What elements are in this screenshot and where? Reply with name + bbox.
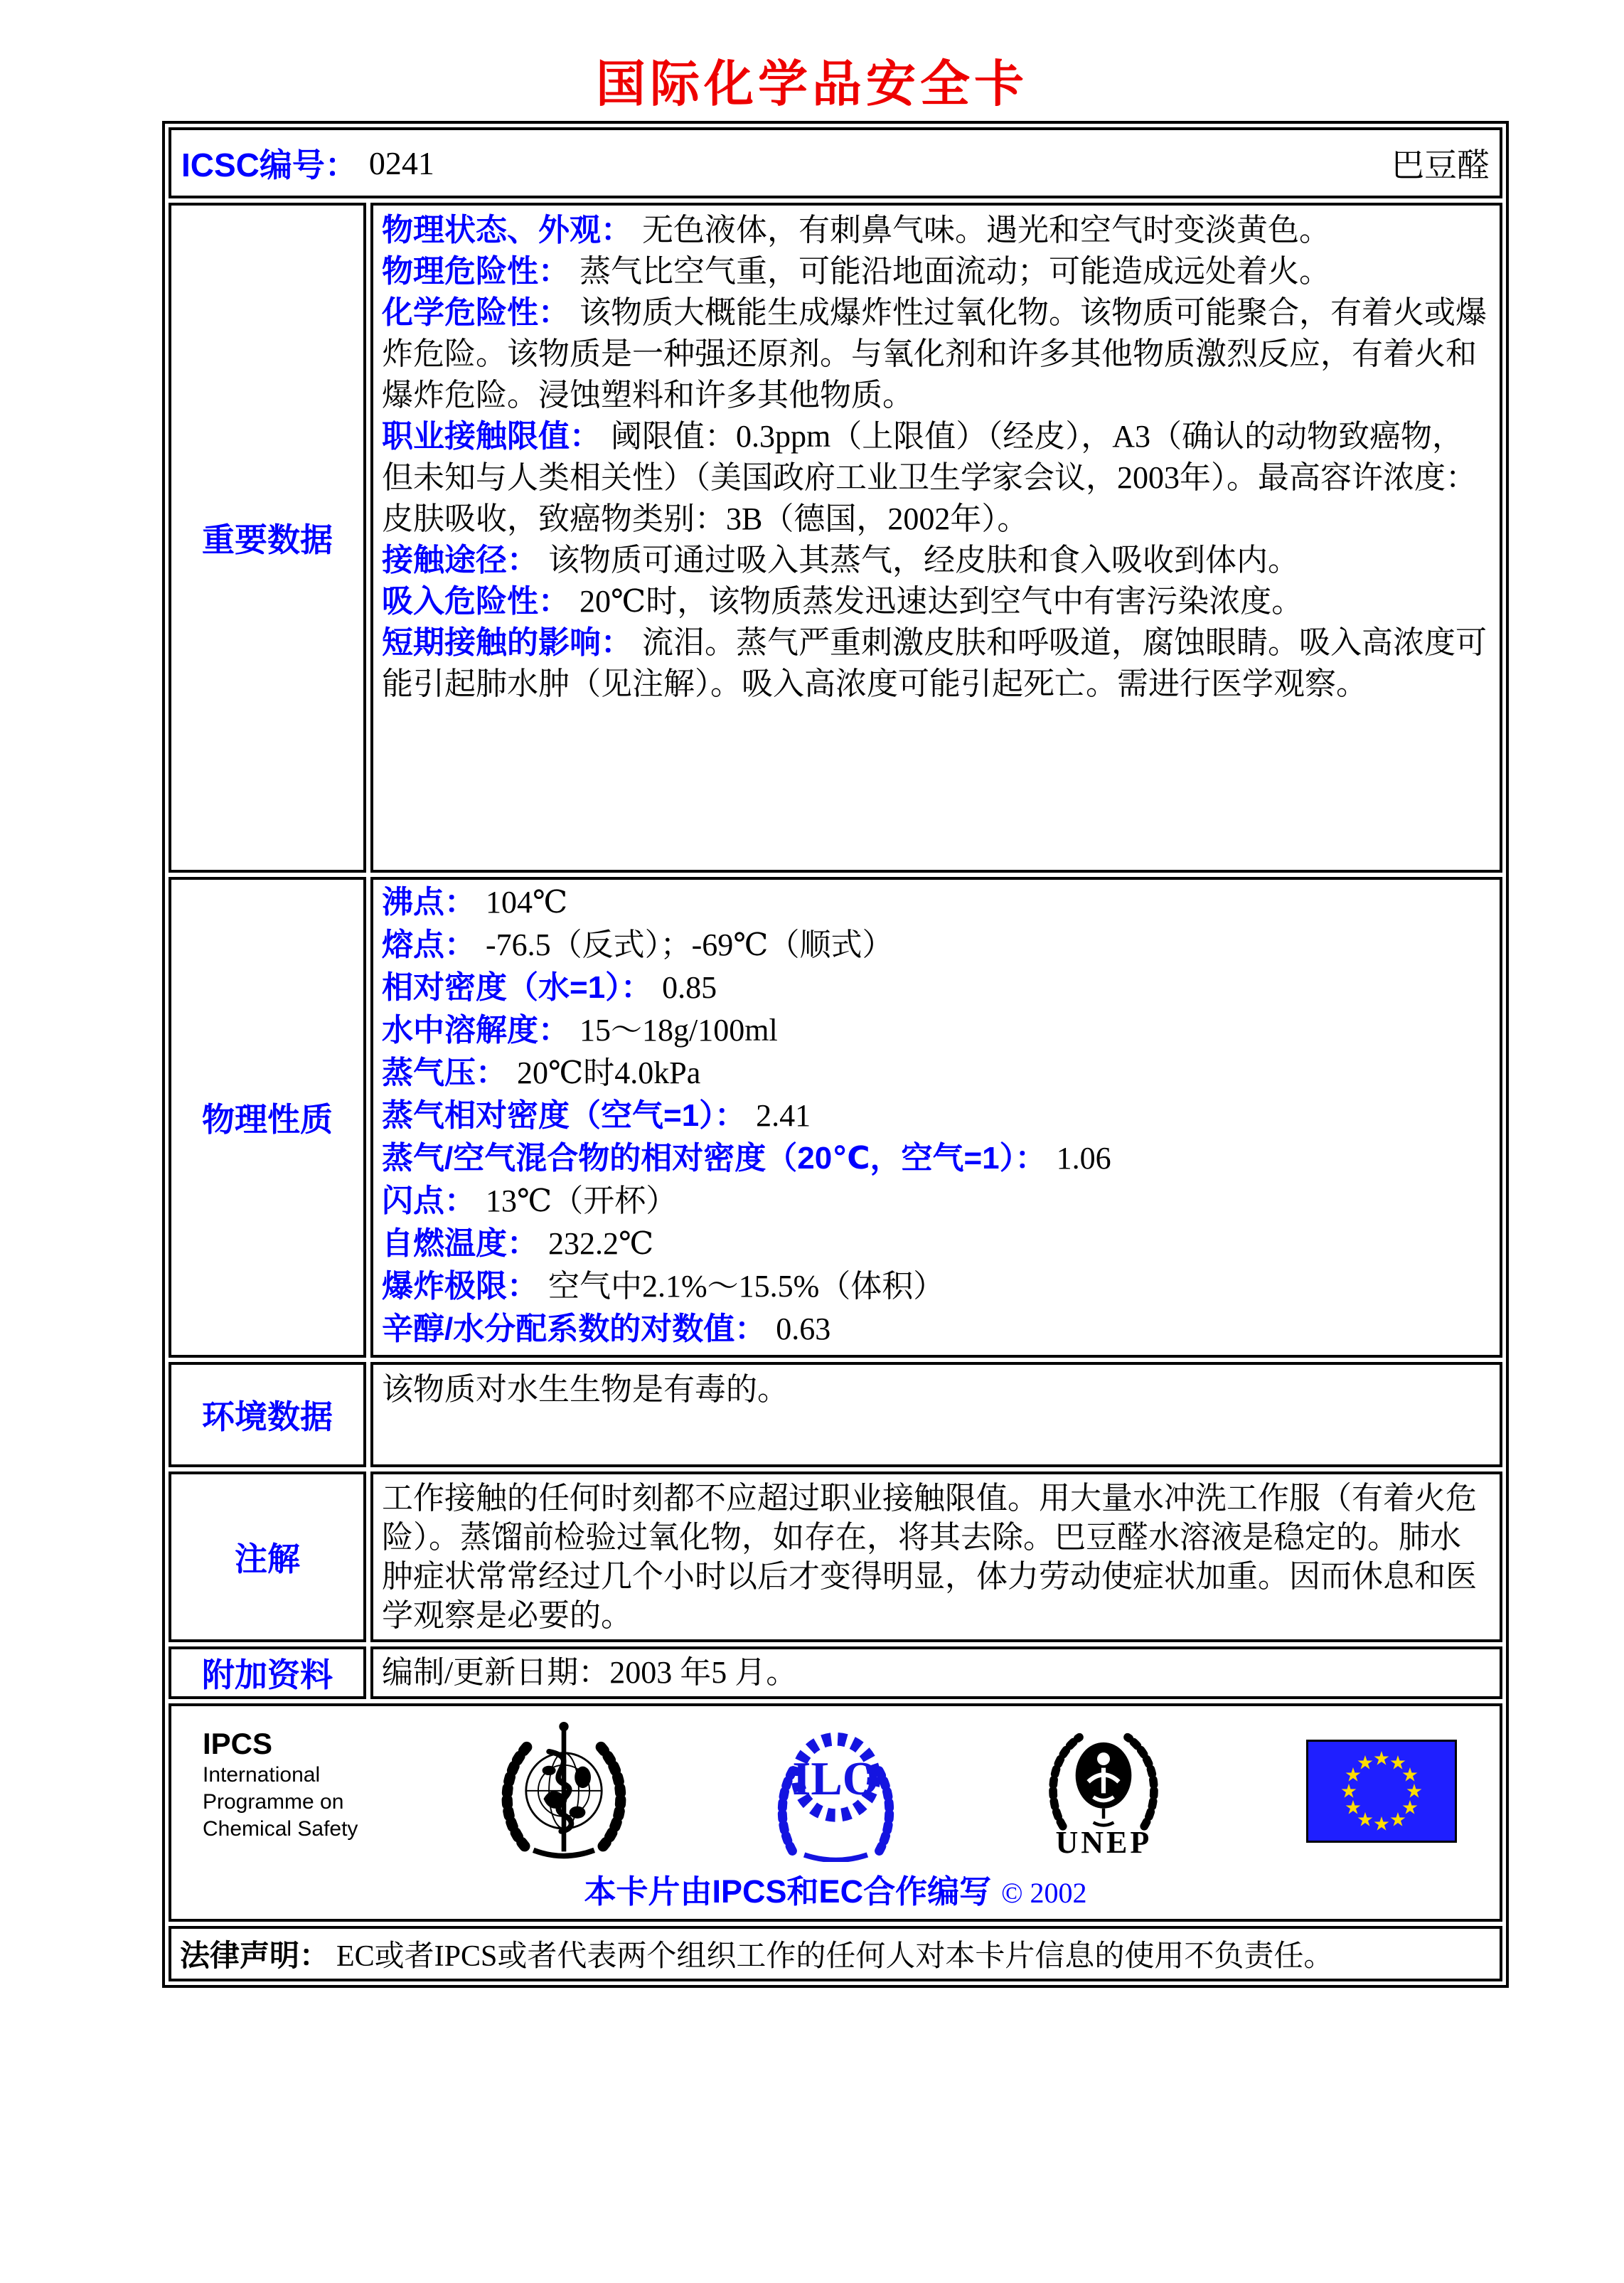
property-row	[382, 1095, 1491, 1137]
field-text: 流泪。蒸气严重刺激皮肤和呼吸道，腐蚀眼睛。吸入高浓度可能引起肺水肿（见注解）。吸入高浓度可能引起死亡。需进行医学观察。	[382, 625, 1487, 701]
physical-properties-section-label-cell	[169, 877, 366, 1358]
ipcs-title: IPCS	[203, 1727, 273, 1760]
data-field-row	[382, 292, 1491, 416]
environmental-data-text: 该物质对水生生物是有毒的。	[382, 1372, 789, 1407]
property-value: 0.85	[662, 970, 717, 1005]
caption-text: 本卡片由IPCS和EC合作编写	[584, 1873, 992, 1910]
property-value: -76.5（反式）；-69℃（顺式）	[486, 927, 894, 962]
environmental-data-section-label-cell	[169, 1362, 366, 1467]
unep-logo-icon	[1040, 1723, 1168, 1858]
property-value: 232.2℃	[548, 1226, 654, 1261]
ipcs-line-3: Chemical Safety	[203, 1817, 358, 1841]
property-value: 1.06	[1056, 1141, 1111, 1176]
property-label: 辛醇/水分配系数的对数值：	[382, 1311, 766, 1346]
property-label: 蒸气/空气混合物的相对密度（20℃，空气=1）：	[382, 1141, 1047, 1176]
property-value: 13℃（开杯）	[486, 1183, 678, 1218]
cooperation-caption	[584, 1866, 1087, 1912]
ilo-letters: ILO	[792, 1752, 880, 1805]
field-text: 无色液体，有刺鼻气味。遇光和空气时变淡黄色。	[642, 213, 1330, 248]
property-row	[382, 1180, 1491, 1223]
header-cell	[169, 127, 1502, 198]
property-label: 相对密度（水=1）：	[382, 970, 653, 1005]
section-label: 环境数据	[202, 1398, 333, 1435]
data-field-row	[382, 581, 1491, 622]
field-text: 该物质大概能生成爆炸性过氧化物。该物质可能聚合，有着火或爆炸危险。该物质是一种强还原剂。与氧化剂和许多其他物质激烈反应，有着火和爆炸危险。浸蚀塑料和许多其他物质。	[382, 295, 1487, 413]
legal-notice-row	[169, 1926, 1502, 1981]
ipcs-text-block	[203, 1726, 358, 1843]
property-row	[382, 967, 1491, 1009]
additional-info-row	[169, 1646, 1502, 1699]
property-row	[382, 1009, 1491, 1052]
ilo-logo-icon	[770, 1716, 902, 1866]
notes-section-label-cell	[169, 1472, 366, 1642]
notes-text: 工作接触的任何时刻都不应超过职业接触限值。用大量水冲洗工作服（有着火危险）。蒸馏前检验过氧化物，如存在，将其去除。巴豆醛水溶液是稳定的。肺水肿症状常常经过几个小时以后才变得明显，体力劳动使症状加重。因而休息和医学观察是必要的。	[382, 1481, 1477, 1633]
ipcs-line-2: Programme on	[203, 1790, 344, 1814]
icsc-table	[162, 121, 1509, 1988]
property-label: 蒸气相对密度（空气=1）：	[382, 1098, 747, 1133]
property-row	[382, 1052, 1491, 1095]
property-value: 0.63	[776, 1311, 831, 1346]
property-value: 空气中2.1%～15.5%（体积）	[548, 1269, 945, 1304]
notes-content	[370, 1472, 1502, 1642]
property-row	[382, 1265, 1491, 1308]
important-data-row	[169, 203, 1502, 873]
field-text: 蒸气比空气重，可能沿地面流动；可能造成远处着火。	[579, 254, 1330, 289]
eu-flag-icon: ★ ★ ★ ★ ★ ★ ★ ★ ★ ★ ★ ★	[1306, 1740, 1457, 1843]
property-label: 沸点：	[382, 885, 476, 920]
physical-properties-row	[169, 877, 1502, 1358]
data-field-row	[382, 622, 1491, 705]
section-label: 附加资料	[202, 1656, 333, 1693]
field-label: 职业接触限值：	[382, 419, 601, 454]
field-text: 该物质可通过吸入其蒸气，经皮肤和食入吸收到体内。	[548, 543, 1299, 578]
section-label: 重要数据	[202, 521, 333, 558]
field-label: 接触途径：	[382, 543, 538, 578]
section-label: 注解	[235, 1540, 300, 1577]
field-text: 20℃时，该物质蒸发迅速达到空气中有害污染浓度。	[579, 584, 1303, 619]
legal-notice-label: 法律声明：	[180, 1939, 330, 1972]
icsc-number-value: 0241	[368, 144, 434, 181]
field-label: 吸入危险性：	[382, 584, 570, 619]
page-title: 国际化学品安全卡	[596, 58, 1028, 112]
property-value: 20℃时4.0kPa	[517, 1055, 701, 1090]
property-value: 2.41	[756, 1098, 811, 1133]
environmental-data-content	[370, 1362, 1502, 1467]
property-row	[382, 1308, 1491, 1351]
field-label: 短期接触的影响：	[382, 625, 632, 660]
field-text: 阈限值：0.3ppm（上限值）（经皮），A3（确认的动物致癌物，但未知与人类相关性）（美国政府工业卫生学家会议，2003年）。最高容许浓度：皮肤吸收，致癌物类别：3B（德国，2002年）。	[382, 419, 1477, 536]
notes-row	[169, 1472, 1502, 1642]
additional-info-content	[370, 1646, 1502, 1699]
property-row	[382, 1137, 1491, 1180]
additional-info-section-label-cell	[169, 1646, 366, 1699]
property-label: 水中溶解度：	[382, 1013, 570, 1048]
icsc-number-label: ICSC编号：	[181, 147, 358, 183]
data-field-row	[382, 210, 1491, 251]
field-label: 化学危险性：	[382, 295, 570, 330]
logos-row	[169, 1703, 1502, 1922]
caption-year: © 2002	[1001, 1877, 1087, 1909]
property-label: 爆炸极限：	[382, 1269, 538, 1304]
important-data-content	[370, 203, 1502, 873]
header-row	[169, 127, 1502, 198]
property-value: 15～18g/100ml	[579, 1013, 778, 1048]
field-label: 物理状态、外观：	[382, 213, 632, 248]
unep-label: UNEP	[1055, 1825, 1153, 1860]
property-row	[382, 924, 1491, 967]
property-label: 自燃温度：	[382, 1226, 538, 1261]
logo-strip	[171, 1706, 1500, 1866]
important-data-section-label-cell	[169, 203, 366, 873]
property-label: 熔点：	[382, 927, 476, 962]
field-label: 物理危险性：	[382, 254, 570, 289]
property-label: 闪点：	[382, 1183, 476, 1218]
property-row	[382, 881, 1491, 924]
data-field-row	[382, 416, 1491, 540]
legal-notice-text: EC或者IPCS或者代表两个组织工作的任何人对本卡片信息的使用不负责任。	[336, 1940, 1334, 1973]
data-field-row	[382, 251, 1491, 292]
logos-cell	[169, 1703, 1502, 1922]
property-row	[382, 1223, 1491, 1265]
chemical-name: 巴豆醛	[1391, 147, 1490, 183]
who-logo-icon	[496, 1716, 631, 1866]
environmental-data-row	[169, 1362, 1502, 1467]
icsc-number-group	[181, 139, 434, 186]
legal-notice-cell	[169, 1926, 1502, 1981]
additional-info-text: 编制/更新日期：2003 年5 月。	[382, 1655, 798, 1690]
data-field-row	[382, 540, 1491, 581]
physical-properties-content	[370, 877, 1502, 1358]
ipcs-line-1: International	[203, 1763, 321, 1787]
property-value: 104℃	[486, 885, 568, 920]
property-label: 蒸气压：	[382, 1055, 507, 1090]
section-label: 物理性质	[202, 1101, 333, 1138]
